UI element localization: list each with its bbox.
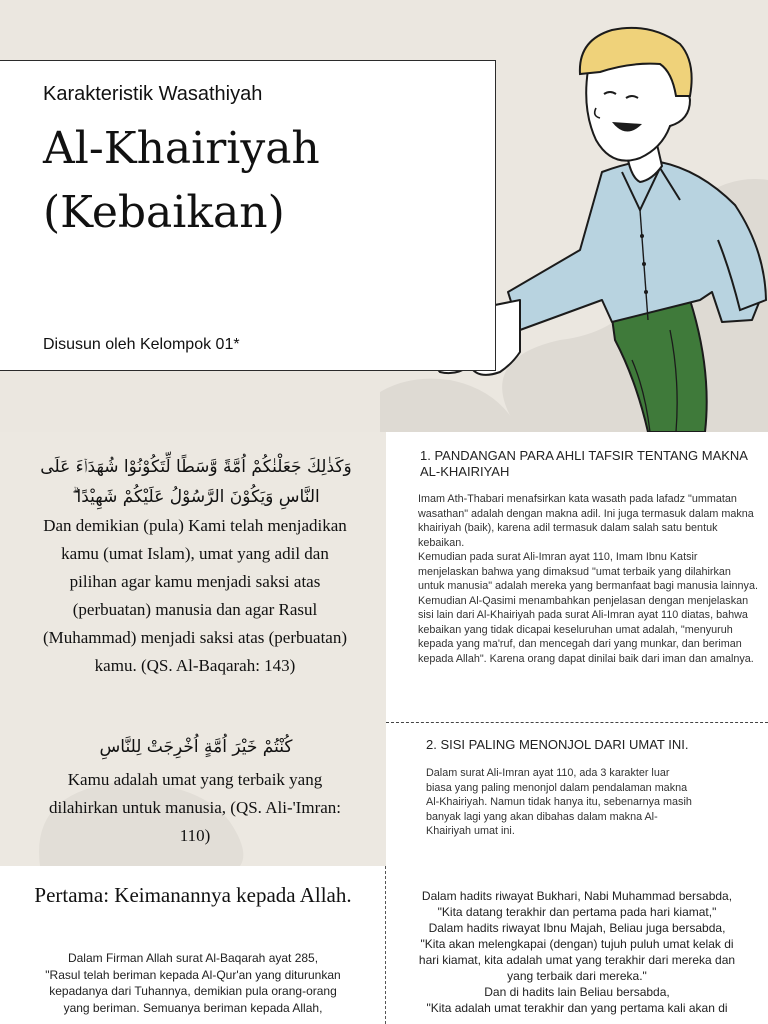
section-2-body: Dalam surat Ali-Imran ayat 110, ada 3 karakter luar biasa yang paling menonjol dalam pendalaman makna Al-Khairiyah. Namun tidak hanya itu, sebenarnya masih banyak lagi yang akan dibahas dalam makna Al-Khairiyah umat ini. [426, 767, 692, 837]
hadith-section-body [390, 888, 764, 1016]
section-2-title: 2. SISI PALING MENONJOL DARI UMAT INI. [426, 737, 689, 752]
title-line-2: (Kebaikan) [43, 187, 285, 238]
iman-section-title: Pertama: Keimanannya kepada Allah. [34, 883, 352, 907]
hadith-line: yang terbaik dari mereka." [507, 969, 647, 983]
verse-translation-ali-imran-110: Kamu adalah umat yang terbaik yang dilahirkan untuk manusia, (QS. Ali-'Imran: 110) [48, 770, 341, 845]
page-title [43, 117, 483, 245]
iman-line: "Rasul telah beriman kepada Al-Qur'an yang diturunkan [45, 967, 341, 982]
verse-arabic-baqarah-143: وَكَذٰلِكَ جَعَلْنٰكُمْ اُمَّةً وَّسَطًا لِّتَكُوْنُوْا شُهَدَاۤءَ عَلَى النَّاسِ وَيَكُوْنَ الرَّسُوْلُ عَلَيْكُمْ شَهِيْدًا ۗ [40, 457, 352, 507]
iman-line: Dalam Firman Allah surat Al-Baqarah ayat 285, [67, 951, 319, 965]
verse-panel [0, 432, 386, 866]
hadith-section [386, 866, 768, 1024]
page-kicker: Karakteristik Wasathiyah [43, 83, 263, 105]
iman-section [0, 866, 386, 1024]
hadith-line: hari kiamat, kita adalah umat yang terakhir dari mereka dan [418, 953, 736, 967]
section-1-body [418, 492, 758, 666]
column-divider [385, 866, 386, 1024]
hadith-line: "Kita datang terakhir dan pertama pada hari kiamat," [437, 905, 717, 919]
iman-line: kepadanya dari Tuhannya, demikian pula orang-orang [49, 984, 337, 998]
section-1-title: 1. PANDANGAN PARA AHLI TAFSIR TENTANG MAKNA AL-KHAIRIYAH [420, 448, 748, 479]
iman-line: yang beriman. Semuanya beriman kepada Allah, [63, 1000, 323, 1015]
hadith-line: Dan di hadits lain Beliau bersabda, [484, 985, 670, 999]
hadith-line: "Kita akan melengkapai (dengan) tujuh puluh umat kelak di [420, 937, 734, 951]
section-1-paragraph: Kemudian pada surat Ali-Imran ayat 110, Imam Ibnu Katsir menjelaskan bahwa yang dimaksud "umat terbaik yang dilahirkan untuk manusia" adalah mereka yang bermanfaat bagi manusia lainnya. [418, 551, 758, 592]
title-line-1: Al-Khairiyah [43, 123, 320, 174]
hadith-line: "Kita adalah umat terakhir dan yang pertama kali akan di [426, 1001, 728, 1015]
hadith-line: Dalam hadits riwayat Bukhari, Nabi Muhammad bersabda, [421, 889, 733, 903]
author-credit: Disusun oleh Kelompok 01* [43, 336, 240, 353]
verse-translation-baqarah-143: Dan demikian (pula) Kami telah menjadikan kamu (umat Islam), umat yang adil dan pilihan agar kamu menjadi saksi atas (perbuatan) manusia dan agar Rasul (Muhammad) menjadi saksi atas (perbuatan) kamu. (QS. Al-Baqarah: 143) [42, 516, 347, 675]
section-1-paragraph: Kemudian Al-Qasimi menambahkan penjelasan dengan menjelaskan sisi lain dari Al-Khairiyah pada surat Ali-Imran ayat 110 diatas, bahwa kebaikan yang tidak dicapai keseluruhan umat adalah, "menyuruh kepada yang ma'ruf, dan mencegah dari yang munkar, dan beriman kepada Allah". Karena orang dapat dinilai baik dari iman dan amalnya. [418, 594, 754, 665]
section-1-paragraph: Imam Ath-Thabari menafsirkan kata wasath pada lafadz "ummatan wasathan" adalah dengan makna adil. Ini juga termasuk dalam makna khairiyah (baik), karena adil termasuk dalam salah satu bentuk kebaikan. [418, 493, 754, 549]
tafsir-panel [386, 432, 768, 866]
iman-section-body [12, 950, 374, 1016]
title-card [0, 60, 496, 371]
section-divider [386, 722, 768, 723]
hadith-line: Dalam hadits riwayat Ibnu Majah, Beliau juga bersabda, [428, 921, 726, 935]
verse-arabic-ali-imran-110: كُنْتُمْ خَيْرَ اُمَّةٍ اُخْرِجَتْ لِلنَّاسِ [99, 737, 293, 757]
